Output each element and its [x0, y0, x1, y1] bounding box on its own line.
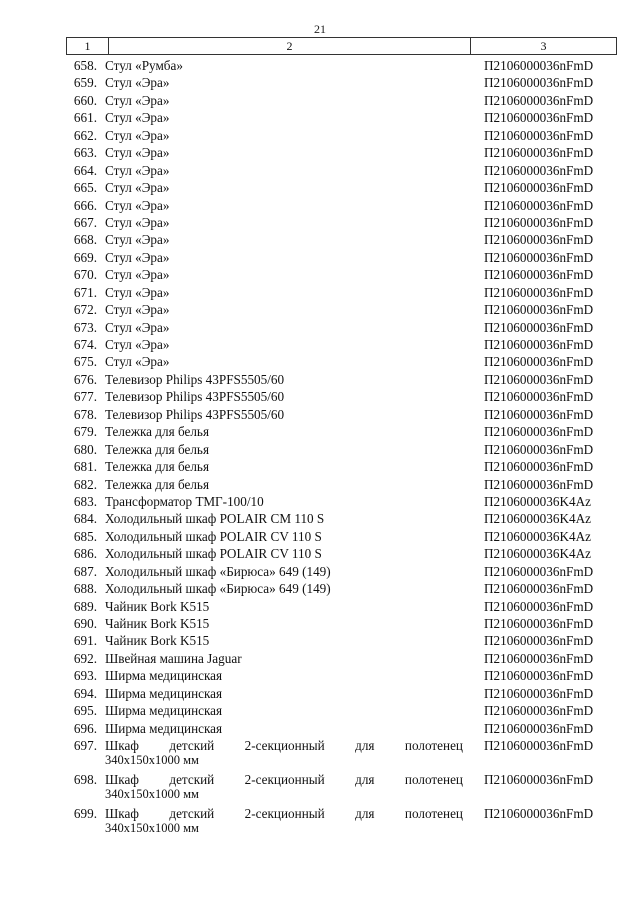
table-row: [0, 92, 640, 109]
item-name-word: 2-секционный: [244, 806, 325, 822]
inventory-code: П2106000036K4Az: [484, 528, 591, 544]
item-name: Ширма медицинская: [105, 668, 223, 684]
inventory-code: П2106000036nFmD: [484, 772, 594, 788]
inventory-code: П2106000036nFmD: [484, 703, 594, 719]
row-number: 698.: [73, 772, 97, 788]
table-row: [0, 266, 640, 283]
table-row: [0, 650, 640, 667]
row-number: 661.: [73, 110, 97, 126]
row-number: 680.: [73, 441, 97, 457]
table-row: [0, 771, 640, 805]
table-row: [0, 319, 640, 336]
row-number: 674.: [73, 337, 97, 352]
table-row: [0, 720, 640, 737]
row-number: 665.: [73, 180, 97, 196]
row-number: 678.: [73, 406, 97, 422]
item-name: Стул «Эра»: [105, 319, 170, 335]
row-number: 664.: [73, 162, 97, 178]
item-name: Стул «Эра»: [105, 337, 170, 352]
table-row: [0, 179, 640, 196]
item-name: Холодильный шкаф «Бирюса» 649 (149): [105, 563, 331, 579]
table-row: [0, 528, 640, 545]
row-number: 690.: [73, 616, 97, 631]
column-header-2: 2: [109, 38, 471, 55]
inventory-code: П2106000036nFmD: [484, 284, 594, 300]
row-number: 675.: [73, 354, 97, 370]
item-name: Стул «Эра»: [105, 92, 170, 108]
item-name: Чайник Bork K515: [105, 616, 210, 631]
row-number: 676.: [73, 371, 97, 387]
table-row: [0, 510, 640, 527]
inventory-code: П2106000036K4Az: [484, 493, 591, 509]
inventory-code: П2106000036nFmD: [484, 720, 594, 736]
row-number: 695.: [73, 703, 97, 719]
table-row: [0, 406, 640, 423]
row-number: 660.: [73, 92, 97, 108]
inventory-code: П2106000036nFmD: [484, 476, 594, 492]
item-name: Холодильный шкаф POLAIR CV 110 S: [105, 528, 322, 544]
row-number: 692.: [73, 650, 97, 666]
table-row: [0, 353, 640, 370]
item-name-continuation: 340x150x1000 мм: [105, 753, 199, 768]
item-name-word: для: [355, 806, 375, 822]
item-name: Швейная машина Jaguar: [105, 650, 242, 666]
column-header-1: 1: [67, 38, 109, 55]
item-name-word: Шкаф: [105, 806, 139, 822]
row-number: 671.: [73, 284, 97, 300]
table-row: [0, 284, 640, 301]
item-name: Телевизор Philips 43PFS5505/60: [105, 406, 285, 422]
row-number: 686.: [73, 546, 97, 562]
inventory-code: П2106000036nFmD: [484, 337, 594, 352]
inventory-code: П2106000036nFmD: [484, 406, 594, 422]
item-name: Ширма медицинская: [105, 720, 223, 736]
table-row: [0, 144, 640, 161]
table-row: [0, 545, 640, 562]
item-name-word: полотенец: [404, 806, 463, 822]
item-name: Стул «Эра»: [105, 267, 170, 283]
table-row: [0, 615, 640, 632]
row-number: 672.: [73, 302, 97, 318]
inventory-code: П2106000036nFmD: [484, 75, 594, 91]
table-row: [0, 458, 640, 475]
inventory-code: П2106000036nFmD: [484, 650, 594, 666]
item-name: Стул «Эра»: [105, 284, 170, 300]
item-name: Тележка для белья: [105, 424, 210, 440]
inventory-code: П2106000036K4Az: [484, 546, 591, 562]
item-name: Стул «Эра»: [105, 302, 170, 318]
inventory-code: П2106000036nFmD: [484, 633, 594, 649]
item-name: Ширма медицинская: [105, 703, 223, 719]
item-name: Стул «Эра»: [105, 162, 170, 178]
item-name: Стул «Эра»: [105, 127, 170, 143]
item-name-word: детский: [169, 738, 215, 754]
table-row: [0, 162, 640, 179]
item-name-word: детский: [169, 772, 215, 788]
table-row: [0, 249, 640, 266]
inventory-code: П2106000036nFmD: [484, 616, 594, 631]
row-number: 669.: [73, 249, 97, 265]
row-number: 684.: [73, 511, 97, 527]
item-name-word: для: [355, 772, 375, 788]
table-row: [0, 74, 640, 91]
row-number: 663.: [73, 145, 97, 161]
row-number: 693.: [73, 668, 97, 684]
table-header: [66, 37, 617, 55]
table-row: [0, 441, 640, 458]
row-number: 688.: [73, 581, 97, 597]
table-row: [0, 371, 640, 388]
item-name: Стул «Эра»: [105, 197, 170, 213]
table-row: [0, 667, 640, 684]
item-name: Ширма медицинская: [105, 685, 223, 701]
row-number: 685.: [73, 528, 97, 544]
table-row: [0, 476, 640, 493]
inventory-code: П2106000036nFmD: [484, 668, 594, 684]
item-name: Стул «Румба»: [105, 58, 183, 73]
inventory-code: П2106000036nFmD: [484, 197, 594, 213]
item-name-continuation: 340x150x1000 мм: [105, 821, 199, 836]
inventory-code: П2106000036nFmD: [484, 58, 594, 73]
row-number: 666.: [73, 197, 97, 213]
item-name: Стул «Эра»: [105, 145, 170, 161]
table-row: [0, 702, 640, 719]
inventory-code: П2106000036nFmD: [484, 127, 594, 143]
item-name-word: полотенец: [404, 738, 463, 754]
table-row: [0, 336, 640, 353]
table-row: [0, 127, 640, 144]
item-name-word: Шкаф: [105, 738, 139, 754]
item-name: Стул «Эра»: [105, 180, 170, 196]
item-name: Стул «Эра»: [105, 110, 170, 126]
table-row: [0, 493, 640, 510]
row-number: 658.: [73, 58, 97, 73]
table-row: [0, 598, 640, 615]
inventory-code: П2106000036nFmD: [484, 249, 594, 265]
inventory-code: П2106000036nFmD: [484, 145, 594, 161]
table-row: [0, 423, 640, 440]
inventory-code: П2106000036nFmD: [484, 389, 594, 405]
item-name: Стул «Эра»: [105, 232, 170, 248]
inventory-code: П2106000036nFmD: [484, 354, 594, 370]
inventory-code: П2106000036nFmD: [484, 371, 594, 387]
inventory-code: П2106000036nFmD: [484, 598, 594, 614]
table-row: [0, 388, 640, 405]
item-name-word: детский: [169, 806, 215, 822]
row-number: 668.: [73, 232, 97, 248]
table-row: [0, 632, 640, 649]
item-name: Холодильный шкаф «Бирюса» 649 (149): [105, 581, 331, 597]
table-row: [0, 580, 640, 597]
inventory-code: П2106000036nFmD: [484, 214, 594, 230]
item-name: Чайник Bork K515: [105, 598, 210, 614]
table-row: [0, 737, 640, 771]
item-name: Чайник Bork K515: [105, 633, 210, 649]
page-number: 21: [314, 22, 326, 36]
item-name: Тележка для белья: [105, 459, 210, 475]
item-name-word: полотенец: [404, 772, 463, 788]
item-name: Тележка для белья: [105, 476, 210, 492]
item-name: Стул «Эра»: [105, 214, 170, 230]
row-number: 696.: [73, 720, 97, 736]
row-number: 679.: [73, 424, 97, 440]
item-name-word: 2-секционный: [244, 738, 325, 754]
inventory-code: П2106000036nFmD: [484, 92, 594, 108]
item-name: Холодильный шкаф POLAIR CM 110 S: [105, 511, 325, 527]
item-name-continuation: 340x150x1000 мм: [105, 787, 199, 802]
table-row: [0, 231, 640, 248]
row-number: 670.: [73, 267, 97, 283]
table-row: [0, 109, 640, 126]
inventory-code: П2106000036nFmD: [484, 581, 594, 597]
inventory-code: П2106000036nFmD: [484, 738, 594, 754]
item-name-word: для: [355, 738, 375, 754]
column-header-3: 3: [471, 38, 617, 55]
item-name: Стул «Эра»: [105, 354, 170, 370]
inventory-code: П2106000036nFmD: [484, 424, 594, 440]
row-number: 659.: [73, 75, 97, 91]
table-row: [0, 563, 640, 580]
inventory-list: [0, 57, 640, 839]
item-name: Холодильный шкаф POLAIR CV 110 S: [105, 546, 322, 562]
row-number: 667.: [73, 214, 97, 230]
inventory-code: П2106000036nFmD: [484, 806, 594, 822]
inventory-code: П2106000036nFmD: [484, 302, 594, 318]
item-name-word: 2-секционный: [244, 772, 325, 788]
row-number: 689.: [73, 598, 97, 614]
row-number: 682.: [73, 476, 97, 492]
item-name: Телевизор Philips 43PFS5505/60: [105, 389, 285, 405]
row-number: 699.: [73, 806, 97, 822]
inventory-code: П2106000036nFmD: [484, 232, 594, 248]
row-number: 687.: [73, 563, 97, 579]
inventory-code: П2106000036nFmD: [484, 685, 594, 701]
table-row: [0, 197, 640, 214]
item-name: Трансформатор ТМГ-100/10: [105, 493, 264, 509]
inventory-code: П2106000036nFmD: [484, 563, 594, 579]
table-row: [0, 301, 640, 318]
table-row: [0, 685, 640, 702]
inventory-code: П2106000036nFmD: [484, 459, 594, 475]
table-row: [0, 805, 640, 839]
item-name: Телевизор Philips 43PFS5505/60: [105, 371, 285, 387]
row-number: 677.: [73, 389, 97, 405]
inventory-code: П2106000036nFmD: [484, 162, 594, 178]
inventory-code: П2106000036nFmD: [484, 441, 594, 457]
table-row: [0, 214, 640, 231]
inventory-code: П2106000036nFmD: [484, 267, 594, 283]
row-number: 683.: [73, 493, 97, 509]
item-name: Тележка для белья: [105, 441, 210, 457]
item-name-word: Шкаф: [105, 772, 139, 788]
row-number: 681.: [73, 459, 97, 475]
row-number: 697.: [73, 738, 97, 754]
inventory-code: П2106000036nFmD: [484, 180, 594, 196]
row-number: 662.: [73, 127, 97, 143]
inventory-code: П2106000036nFmD: [484, 110, 594, 126]
row-number: 691.: [73, 633, 97, 649]
inventory-code: П2106000036nFmD: [484, 319, 594, 335]
inventory-code: П2106000036K4Az: [484, 511, 591, 527]
item-name: Стул «Эра»: [105, 75, 170, 91]
row-number: 673.: [73, 319, 97, 335]
row-number: 694.: [73, 685, 97, 701]
table-row: [0, 57, 640, 74]
item-name: Стул «Эра»: [105, 249, 170, 265]
